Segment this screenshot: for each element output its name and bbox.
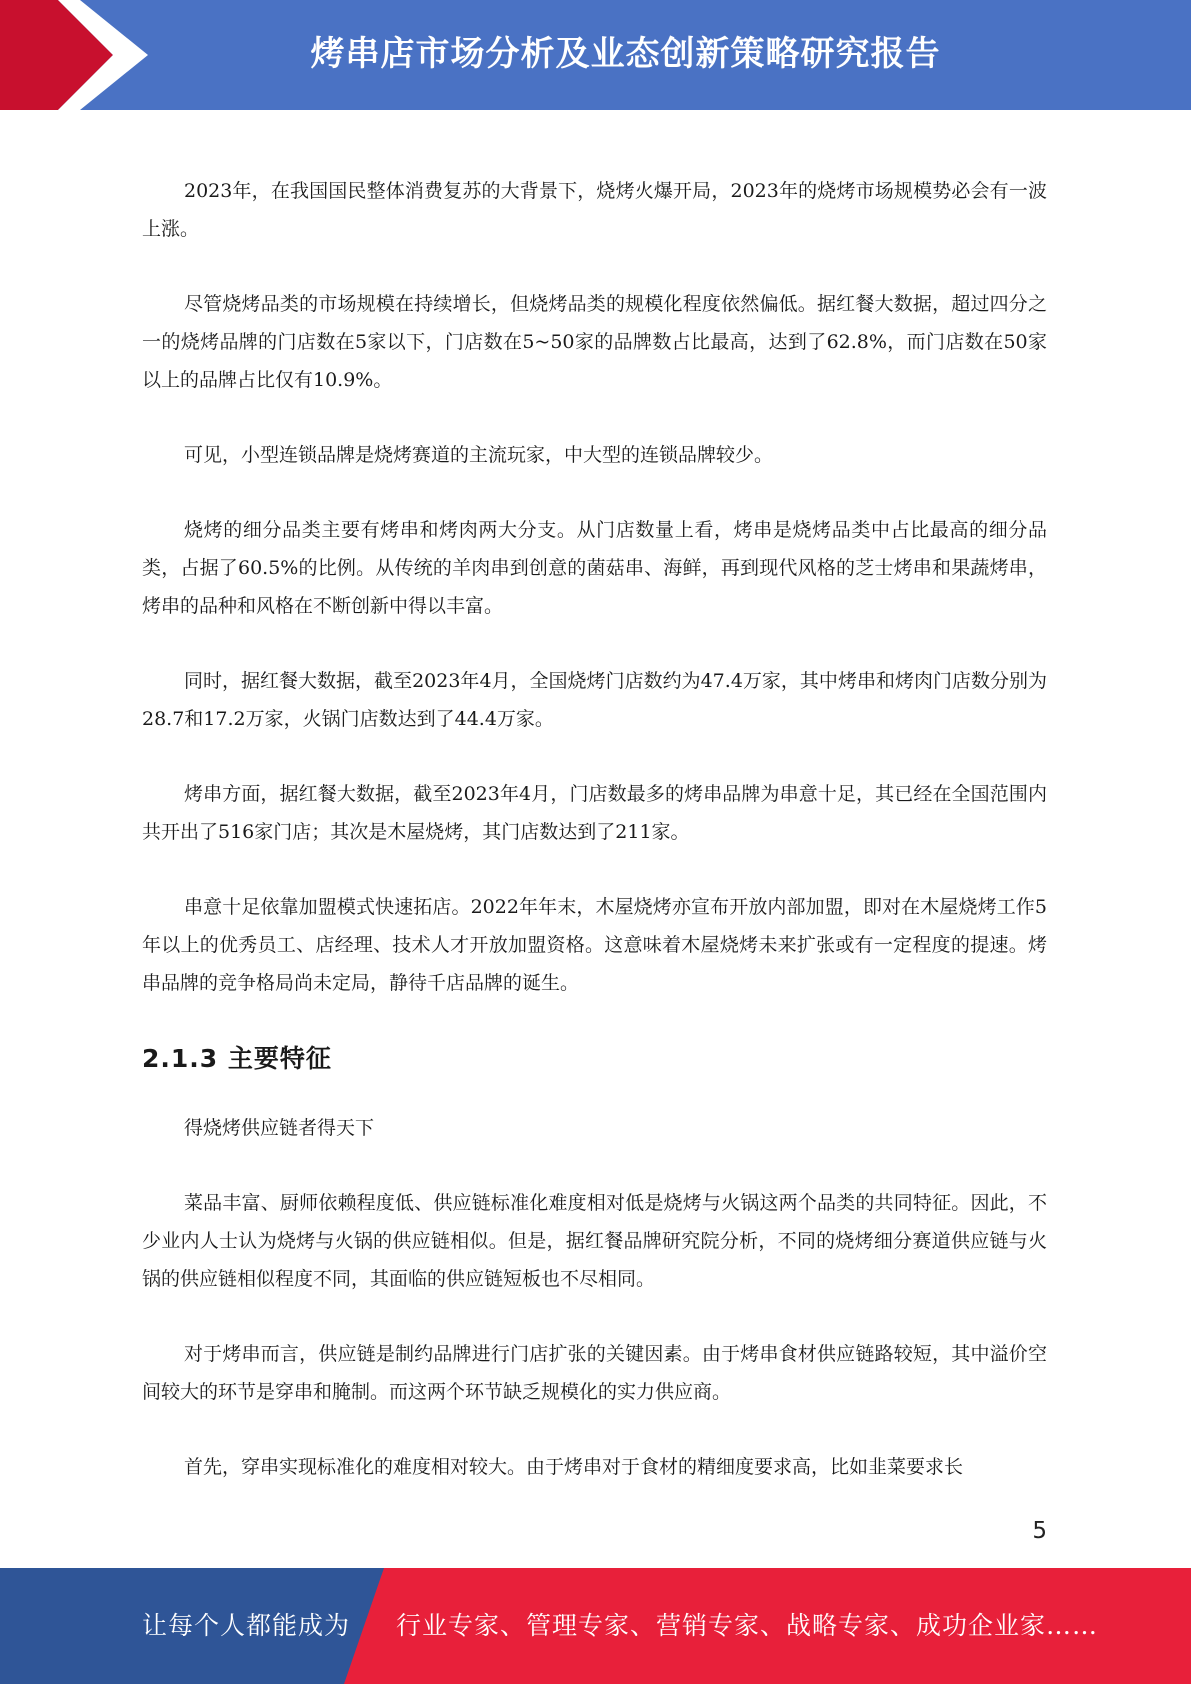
paragraph: 可见，小型连锁品牌是烧烤赛道的主流玩家，中大型的连锁品牌较少。: [184, 444, 774, 466]
paragraph: 同时，据红餐大数据，截至2023年4月，全国烧烤门店数约为47.4万家，其中烤串和烤肉门店数分别为28.7和17.2万家，火锅门店数达到了44.4万家。: [142, 670, 1047, 730]
section-heading: 2.1.3 主要特征: [142, 1044, 332, 1073]
paragraph: 得烧烤供应链者得天下: [184, 1117, 375, 1139]
paragraph: 首先，穿串实现标准化的难度相对较大。由于烤串对于食材的精细度要求高，比如韭菜要求长: [184, 1456, 964, 1478]
main-content: [142, 172, 1047, 1523]
header-banner: [0, 0, 1191, 110]
footer-slogan-right: 行业专家、管理专家、营销专家、战略专家、成功企业家……: [396, 1611, 1099, 1640]
paragraph: 串意十足依靠加盟模式快速拓店。2022年年末，木屋烧烤亦宣布开放内部加盟，即对在木屋烧烤工作5年以上的优秀员工、店经理、技术人才开放加盟资格。这意味着木屋烧烤未来扩张或有一定程度的提速。烤串品牌的竞争格局尚未定局，静待千店品牌的诞生。: [142, 896, 1047, 994]
paragraph: 烤串方面，据红餐大数据，截至2023年4月，门店数最多的烤串品牌为串意十足，其已经在全国范围内共开出了516家门店；其次是木屋烧烤，其门店数达到了211家。: [142, 783, 1047, 843]
paragraph: 对于烤串而言，供应链是制约品牌进行门店扩张的关键因素。由于烤串食材供应链路较短，其中溢价空间较大的环节是穿串和腌制。而这两个环节缺乏规模化的实力供应商。: [142, 1343, 1047, 1403]
report-title: 烤串店市场分析及业态创新策略研究报告: [310, 34, 941, 74]
footer-slogan-left: 让每个人都能成为: [142, 1611, 351, 1640]
page-number: 5: [1032, 1518, 1047, 1544]
paragraph: 烧烤的细分品类主要有烤串和烤肉两大分支。从门店数量上看，烤串是烧烤品类中占比最高的细分品类，占据了60.5%的比例。从传统的羊肉串到创意的菌菇串、海鲜，再到现代风格的芝士烤串和果蔬烤串，烤串的品种和风格在不断创新中得以丰富。: [142, 519, 1047, 617]
paragraph: 尽管烧烤品类的市场规模在持续增长，但烧烤品类的规模化程度依然偏低。据红餐大数据，超过四分之一的烧烤品牌的门店数在5家以下，门店数在5~50家的品牌数占比最高，达到了62.8%，而门店数在50家以上的品牌占比仅有10.9%。: [142, 293, 1047, 391]
paragraph: 2023年，在我国国民整体消费复苏的大背景下，烧烤火爆开局，2023年的烧烤市场规模势必会有一波上涨。: [142, 180, 1047, 240]
paragraph: 菜品丰富、厨师依赖程度低、供应链标准化难度相对低是烧烤与火锅这两个品类的共同特征。因此，不少业内人士认为烧烤与火锅的供应链相似。但是，据红餐品牌研究院分析，不同的烧烤细分赛道供应链与火锅的供应链相似程度不同，其面临的供应链短板也不尽相同。: [142, 1192, 1047, 1290]
footer-band: [0, 1568, 1191, 1684]
